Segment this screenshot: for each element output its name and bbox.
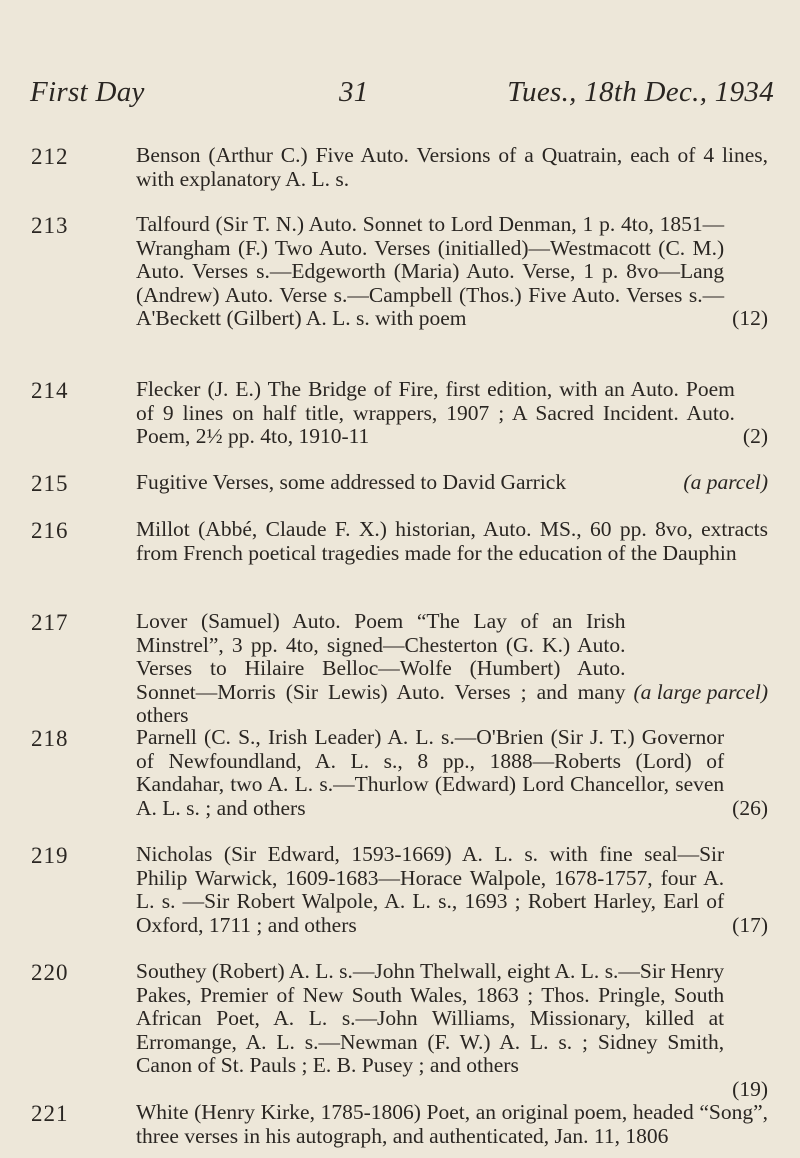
header-date: Tues., 18th Dec., 1934 (507, 76, 774, 108)
lot-quantity: (12) (732, 306, 768, 330)
lot-number: 218 (31, 726, 69, 751)
lot-description (136, 471, 768, 495)
lot-quantity: (26) (732, 796, 768, 820)
lot-text: Millot (Abbé, Claude F. X.) historian, Auto. MS., 60 pp. 8vo, extracts from French poetical tragedies made for the education of the Dauphin (136, 517, 768, 565)
lot-description (136, 378, 768, 449)
lot-number: 221 (31, 1101, 69, 1126)
lot-number: 219 (31, 843, 69, 868)
lot-description (136, 726, 768, 821)
lot-description (136, 610, 768, 728)
lot-number: 217 (31, 610, 69, 635)
lot-text: White (Henry Kirke, 1785-1806) Poet, an original poem, headed “Song”, three verses in his autograph, and authenticated, Jan. 11, 1806 (136, 1100, 768, 1148)
lot-description (136, 960, 768, 1102)
lot-description (136, 518, 768, 565)
lot-quantity: (a large parcel) (633, 680, 768, 704)
lot-number: 213 (31, 213, 69, 238)
page-number: 31 (339, 76, 369, 108)
lot-number: 214 (31, 378, 69, 403)
lot-description (136, 144, 768, 191)
lot-quantity: (2) (742, 424, 768, 448)
lot-number: 220 (31, 960, 69, 985)
lot-text: Benson (Arthur C.) Five Auto. Versions of a Quatrain, each of 4 lines, with explanatory A. L. s. (136, 143, 768, 191)
lot-number: 212 (31, 144, 69, 169)
lot-text: Nicholas (Sir Edward, 1593-1669) A. L. s. with fine seal—Sir Philip Warwick, 1609-1683—Horace Walpole, 1678-1757, four A. L. s. —Sir Robert Walpole, A. L. s., 1693 ; Robert Harley, Earl of Oxford, 1711 ; and others (136, 842, 725, 937)
lot-quantity: (17) (732, 913, 768, 937)
lot-text: Talfourd (Sir T. N.) Auto. Sonnet to Lord Denman, 1 p. 4to, 1851—Wrangham (F.) Two Auto. Verses (initialled)—Westmacott (C. M.) Auto. Verses s.—Edgeworth (Maria) Auto. Verse, 1 p. 8vo—Lang (Andrew) Auto. Verse s.—Campbell (Thos.) Five Auto. Verses s.—A'Beckett (Gilbert) A. L. s. with poem (136, 212, 725, 331)
lot-text: Southey (Robert) A. L. s.—John Thelwall, eight A. L. s.—Sir Henry Pakes, Premier of New South Wales, 1863 ; Thos. Pringle, South African Poet, A. L. s.—John Williams, Missionary, killed at Erromange, A. L. s.—Newman (F. W.) A. L. s. ; Sidney Smith, Canon of St. Pauls ; E. B. Pusey ; and others (136, 959, 725, 1078)
lot-text: Parnell (C. S., Irish Leader) A. L. s.—O'Brien (Sir J. T.) Governor of Newfoundland, A. L. s., 8 pp., 1888—Roberts (Lord) of Kandahar, two A. L. s.—Thurlow (Edward) Lord Chancellor, seven A. L. s. ; and others (136, 725, 725, 820)
lot-number: 216 (31, 518, 69, 543)
lot-description (136, 1101, 768, 1148)
lot-description (136, 843, 768, 938)
lot-quantity: (a parcel) (683, 470, 768, 494)
lot-text: Fugitive Verses, some addressed to David Garrick (136, 470, 567, 494)
lot-quantity: (19) (732, 1077, 768, 1101)
lot-number: 215 (31, 471, 69, 496)
lot-description (136, 213, 768, 331)
header-day: First Day (30, 76, 145, 108)
lot-text: Lover (Samuel) Auto. Poem “The Lay of an Irish Minstrel”, 3 pp. 4to, signed—Chesterton (G. K.) Auto. Verses to Hilaire Belloc—Wolfe (Humbert) Auto. Sonnet—Morris (Sir Lewis) Auto. Verses ; and many others (136, 609, 626, 728)
lot-text: Flecker (J. E.) The Bridge of Fire, first edition, with an Auto. Poem of 9 lines on half title, wrappers, 1907 ; A Sacred Incident. Auto. Poem, 2½ pp. 4to, 1910-11 (136, 377, 735, 449)
